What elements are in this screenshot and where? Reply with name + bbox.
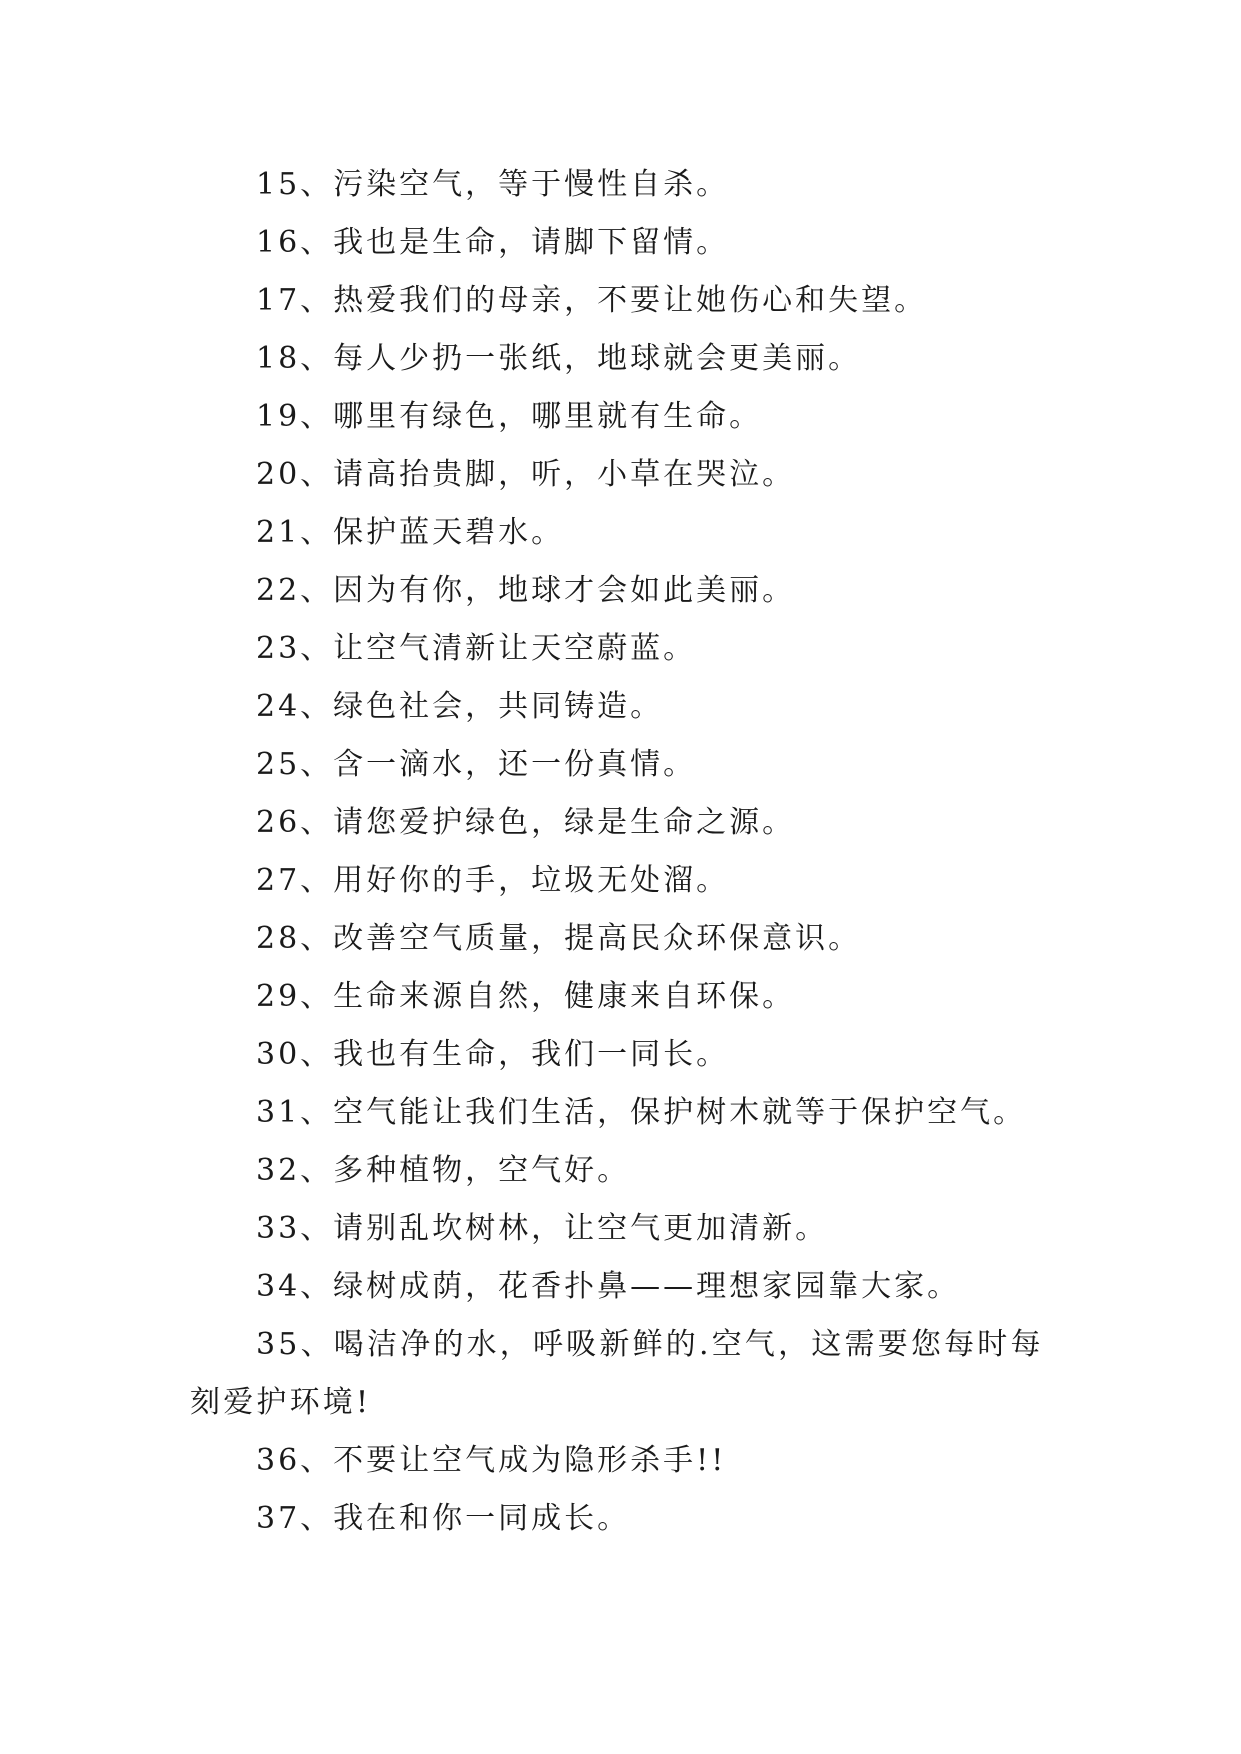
list-item: 20、请高抬贵脚，听，小草在哭泣。 [256,457,796,492]
list-item: 25、含一滴水，还一份真情。 [256,747,697,782]
list-item: 27、用好你的手，垃圾无处溜。 [256,863,730,898]
list-item: 17、热爱我们的母亲，不要让她伤心和失望。 [256,283,928,318]
list-item: 21、保护蓝天碧水。 [256,515,565,550]
list-item: 35、喝洁净的水，呼吸新鲜的.空气，这需要您每时每刻爱护环境! [190,1327,1044,1420]
list-item: 34、绿树成荫，花香扑鼻——理想家园靠大家。 [256,1269,961,1304]
list-item: 31、空气能让我们生活，保护树木就等于保护空气。 [256,1095,1027,1130]
slogan-list [190,156,1060,1548]
list-item: 37、我在和你一同成长。 [256,1501,631,1536]
list-item: 15、污染空气，等于慢性自杀。 [256,167,730,202]
list-item: 18、每人少扔一张纸，地球就会更美丽。 [256,341,862,376]
list-item: 36、不要让空气成为隐形杀手!! [256,1443,727,1478]
list-item: 29、生命来源自然，健康来自环保。 [256,979,796,1014]
list-item: 33、请别乱坎树林，让空气更加清新。 [256,1211,829,1246]
list-item: 28、改善空气质量，提高民众环保意识。 [256,921,862,956]
list-item: 16、我也是生命，请脚下留情。 [256,225,730,260]
list-item: 23、让空气清新让天空蔚蓝。 [256,631,697,666]
list-item: 19、哪里有绿色，哪里就有生命。 [256,399,763,434]
list-item: 32、多种植物，空气好。 [256,1153,631,1188]
list-item: 22、因为有你，地球才会如此美丽。 [256,573,796,608]
list-item: 30、我也有生命，我们一同长。 [256,1037,730,1072]
list-item: 26、请您爱护绿色，绿是生命之源。 [256,805,796,840]
list-item: 24、绿色社会，共同铸造。 [256,689,664,724]
